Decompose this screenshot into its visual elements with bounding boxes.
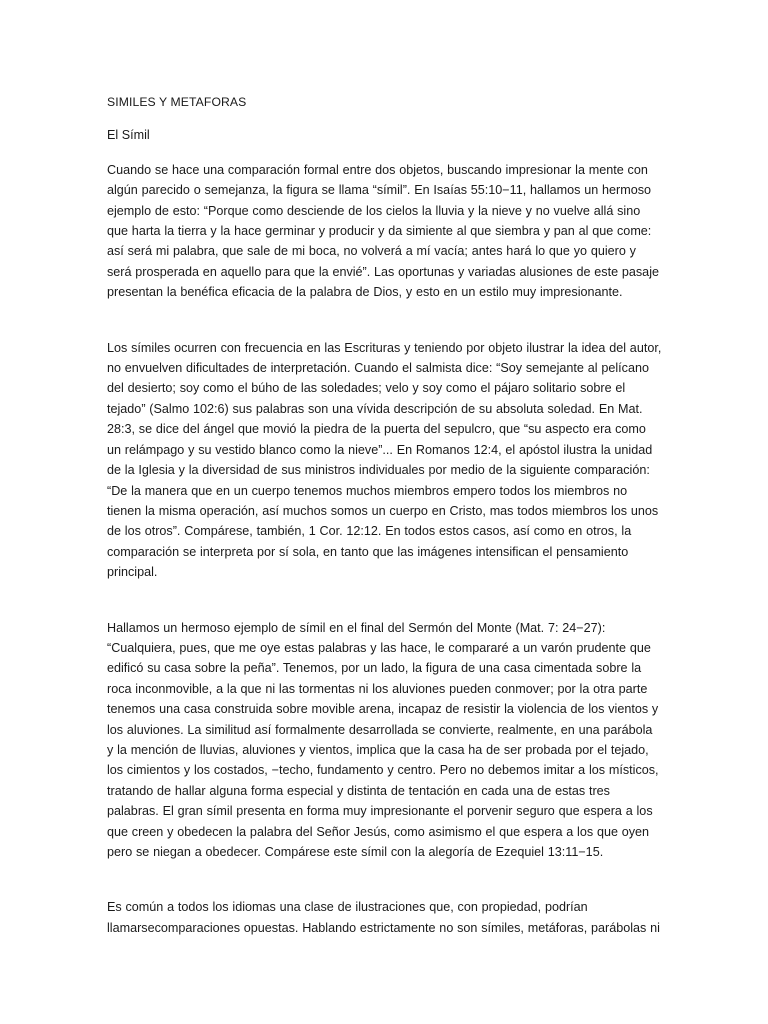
paragraph-spacer [107,862,662,897]
paragraph-2: Los símiles ocurren con frecuencia en las Escrituras y teniendo por objeto ilustrar la idea del autor, no envuelven dificultades de interpretación. Cuando el salmista dice: “Soy semejante al pelícano del desierto; soy como el búho de las soledades; velo y soy como el pájaro solitario sobre el tejado” (Salmo 102:6) sus palabras son una vívida descripción de su absoluta soledad. En Mat. 28:3, se dice del ángel que movió la piedra de la puerta del sepulcro, que “su aspecto era como un relámpago y su vestido blanco como la nieve”... En Romanos 12:4, el apóstol ilustra la unidad de la Iglesia y la diversidad de sus ministros individuales por medio de la siguiente comparación: “De la manera que en un cuerpo tenemos muchos miembros empero todos los miembros no tienen la misma operación, así muchos somos un cuerpo en Cristo, mas todos miembros los unos de los otros”. Compárese, también, 1 Cor. 12:12. En todos estos casos, así como en otros, la comparación se interpreta por sí sola, en tanto que las imágenes intensifican el pensamiento principal. [107,340,662,580]
paragraph-3: Hallamos un hermoso ejemplo de símil en el final del Sermón del Monte (Mat. 7: 24−27): “Cualquiera, pues, que me oye estas palabras y las hace, le compararé a un varón prudente que edificó su casa sobre la peña”. Tenemos, por un lado, la figura de una casa cimentada sobre la roca inconmovible, a la que ni las tormentas ni los aluviones pueden conmover; por la otra parte tenemos una casa construida sobre movible arena, incapaz de resistir la violencia de los vientos y los aluviones. La similitud así formalmente desarrollada se convierte, realmente, en una parábola y la mención de lluvias, aluviones y vientos, implica que la casa ha de ser probada por el tejado, los cimientos y los costados, −techo, fundamento y centro. Pero no debemos imitar a los místicos, tratando de hallar alguna forma especial y distinta de tentación en cada una de estas tres palabras. El gran símil presenta en forma muy impresionante el porvenir seguro que espera a los que creen y obedecen la palabra del Señor Jesús, como asimismo el que espera a los que oyen pero se niegan a obedecer. Compárese este símil con la alegoría de Ezequiel 13:11−15. [107,620,659,859]
paragraph-4: Es común a todos los idiomas una clase de ilustraciones que, con propiedad, podrían llamarsecomparaciones opuestas. Hablando estrictamente no son símiles, metáforas, parábolas ni [107,900,660,935]
section-heading: El Símil [107,128,150,143]
document-body [107,92,662,938]
document-title: SIMILES Y METAFORAS [107,95,247,109]
paragraph-1: Cuando se hace una comparación formal entre dos objetos, buscando impresionar la mente con algún parecido o semejanza, la figura se llama “símil”. En Isaías 55:10−11, hallamos un hermoso ejemplo de esto: “Porque como desciende de los cielos la lluvia y la nieve y no vuelve allá sino que harta la tierra y la hace germinar y producir y da simiente al que siembra y pan al que come: así será mi palabra, que sale de mi boca, no volverá a mí vacía; antes hará lo que yo quiero y será prosperada en aquello para que la envié”. Las oportunas y variadas alusiones de este pasaje presentan la benéfica eficacia de la palabra de Dios, y esto en un estilo muy impresionante. [107,162,659,300]
paragraph-spacer [107,583,662,618]
paragraph-spacer [107,303,662,338]
